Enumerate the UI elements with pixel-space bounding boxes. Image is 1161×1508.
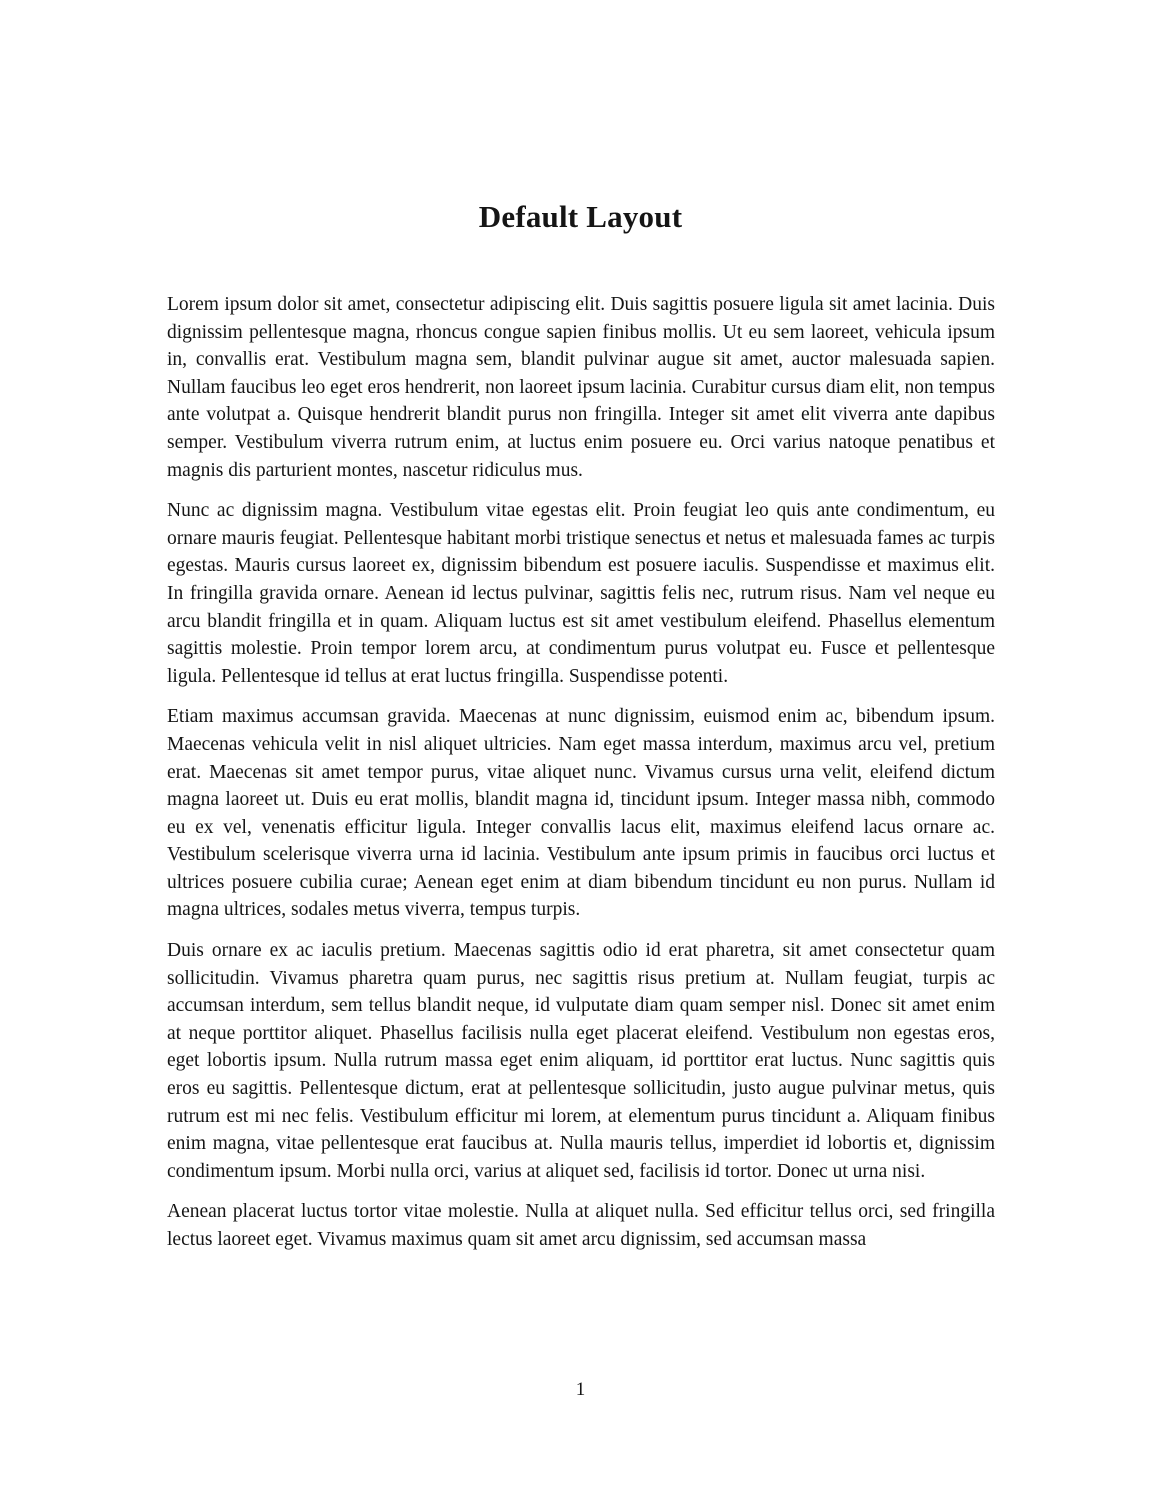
page-title: Default Layout bbox=[478, 199, 683, 234]
document-body bbox=[167, 291, 995, 1254]
page-number: 1 bbox=[575, 1379, 586, 1400]
paragraph-4: Duis ornare ex ac iaculis pretium. Maecenas sagittis odio id erat pharetra, sit amet consectetur quam sollicitudin. Vivamus pharetra quam purus, nec sagittis risus pretium at. Nullam feugiat, turpis ac accumsan interdum, sem tellus blandit neque, id vulputate diam quam semper nisl. Donec sit amet enim at neque porttitor aliquet. Phasellus facilisis nulla eget placerat eleifend. Vestibulum non egestas eros, eget lobortis ipsum. Nulla rutrum massa eget enim aliquam, id porttitor erat luctus. Nunc sagittis quis eros eu sagittis. Pellentesque dictum, erat at pellentesque sollicitudin, justo augue pulvinar metus, quis rutrum est mi nec felis. Vestibulum efficitur mi lorem, at elementum purus tincidunt a. Aliquam finibus enim magna, vitae pellentesque erat faucibus at. Nulla mauris tellus, imperdiet id lobortis et, dignissim condimentum ipsum. Morbi nulla orci, varius at aliquet sed, facilisis id tortor. Donec ut urna nisi. bbox=[167, 940, 995, 1182]
paragraph-2: Nunc ac dignissim magna. Vestibulum vitae egestas elit. Proin feugiat leo quis ante condimentum, eu ornare mauris feugiat. Pellentesque habitant morbi tristique senectus et netus et malesuada fames ac turpis egestas. Mauris cursus laoreet ex, dignissim bibendum est posuere iaculis. Suspendisse et maximus elit. In fringilla gravida ornare. Aenean id lectus pulvinar, sagittis felis nec, rutrum risus. Nam vel neque eu arcu blandit fringilla et in quam. Aliquam luctus est sit amet vestibulum eleifend. Phasellus elementum sagittis molestie. Proin tempor lorem arcu, at condimentum purus volutpat eu. Fusce et pellentesque ligula. Pellentesque id tellus at erat luctus fringilla. Suspendisse potenti. bbox=[167, 500, 995, 687]
paragraph-1: Lorem ipsum dolor sit amet, consectetur adipiscing elit. Duis sagittis posuere ligula sit amet lacinia. Duis dignissim pellentesque magna, rhoncus congue sapien finibus mollis. Ut eu sem laoreet, vehicula ipsum in, convallis erat. Vestibulum magna sem, blandit pulvinar augue sit amet, auctor malesuada sapien. Nullam faucibus leo eget eros hendrerit, non laoreet ipsum lacinia. Curabitur cursus diam elit, non tempus ante volutpat a. Quisque hendrerit blandit purus non fringilla. Integer sit amet elit viverra ante dapibus semper. Vestibulum viverra rutrum enim, at luctus enim posuere eu. Orci varius natoque penatibus et magnis dis parturient montes, nascetur ridiculus mus. bbox=[167, 294, 995, 481]
paragraph-3: Etiam maximus accumsan gravida. Maecenas at nunc dignissim, euismod enim ac, bibendum ipsum. Maecenas vehicula velit in nisl aliquet ultricies. Nam eget massa interdum, maximus arcu vel, pretium erat. Maecenas sit amet tempor purus, vitae aliquet nunc. Vivamus cursus urna velit, eleifend dictum magna laoreet ut. Duis eu erat mollis, blandit magna id, tincidunt ipsum. Integer massa nibh, commodo eu ex vel, venenatis efficitur ligula. Integer convallis lacus elit, maximus eleifend lacus ornare ac. Vestibulum scelerisque viverra urna id lacinia. Vestibulum ante ipsum primis in faucibus orci luctus et ultrices posuere cubilia curae; Aenean eget enim at diam bibendum tincidunt eu non purus. Nullam id magna ultrices, sodales metus viverra, tempus turpis. bbox=[167, 706, 995, 921]
paragraph-5: Aenean placerat luctus tortor vitae molestie. Nulla at aliquet nulla. Sed efficitur tellus orci, sed fringilla lectus laoreet eget. Vivamus maximus quam sit amet arcu dignissim, sed accumsan massa bbox=[167, 1201, 995, 1250]
